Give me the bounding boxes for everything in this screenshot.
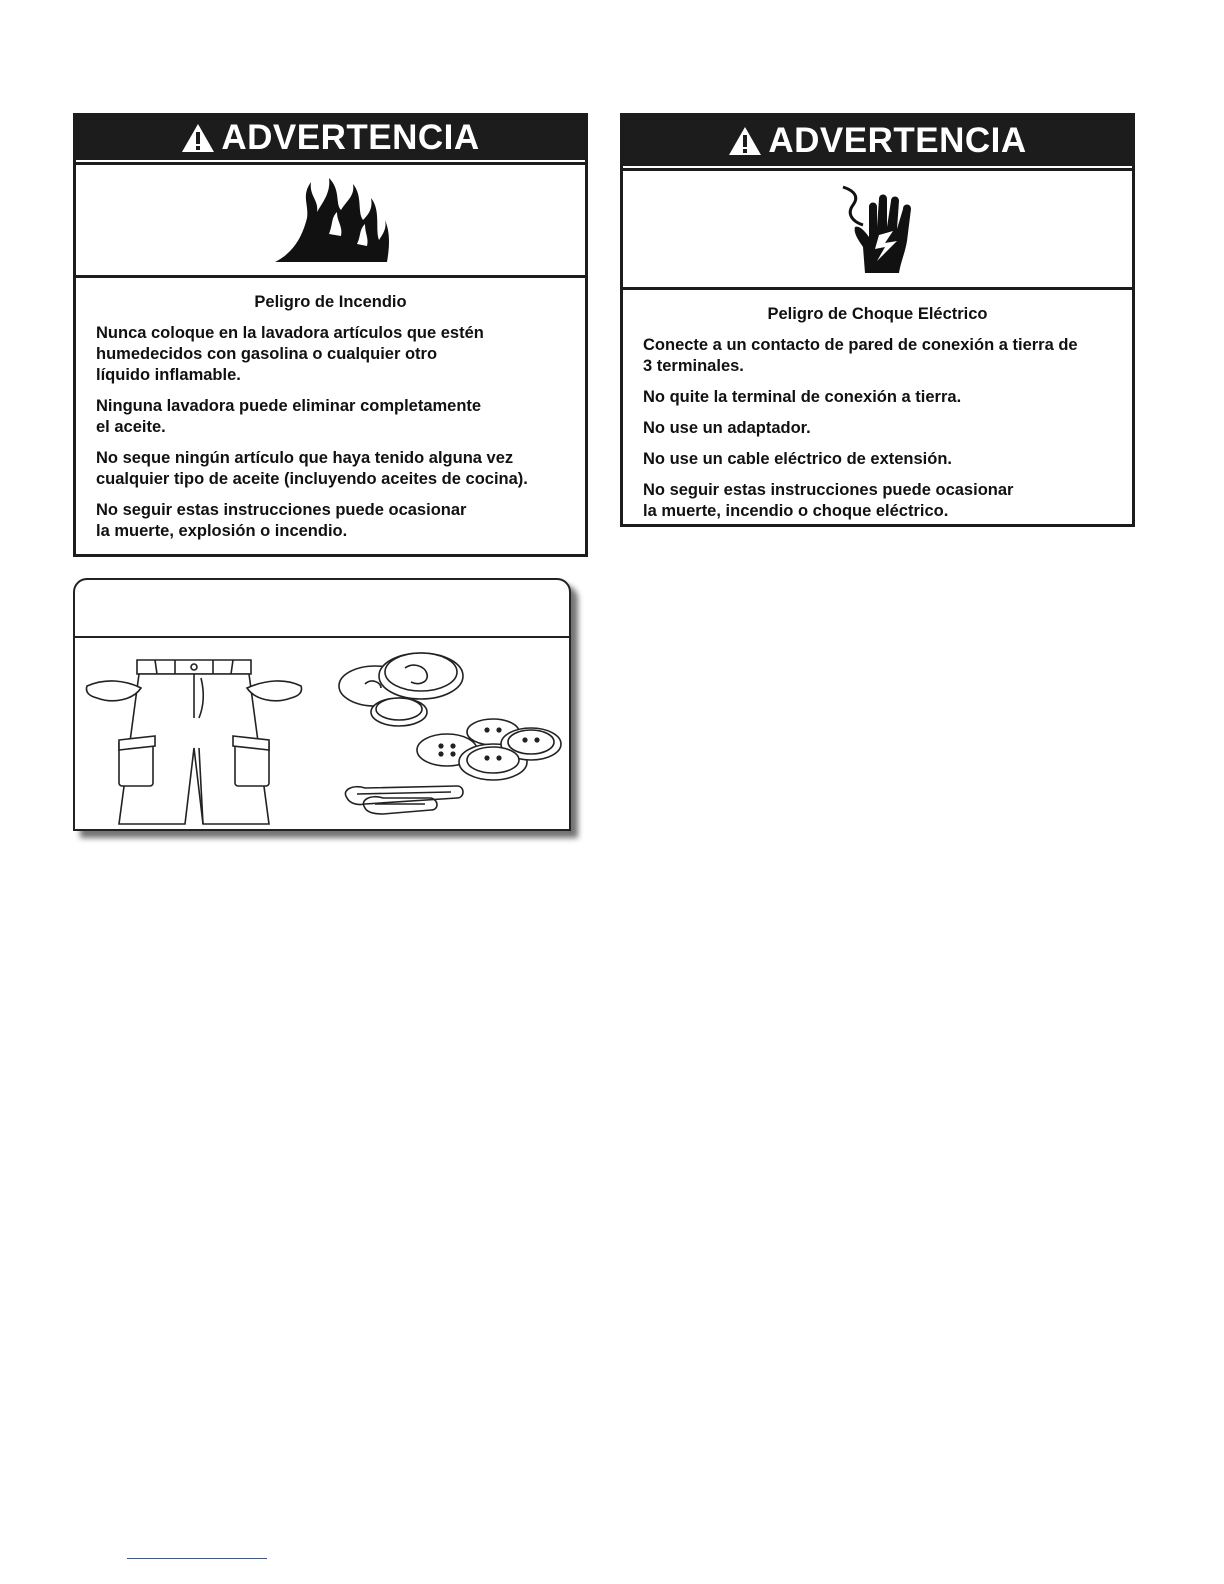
fire-symbol-area [76,162,585,278]
warning-paragraph: Nunca coloque en la lavadora artículos que estén humedecidos con gasolina o cualquier otro líquido inflamable. [96,324,484,384]
warning-paragraph: No quite la terminal de conexión a tierra. [643,388,962,406]
footer-divider [127,1558,267,1559]
warning-paragraph: No use un adaptador. [643,419,811,437]
warning-title: Peligro de Incendio [254,293,407,311]
electric-warning-box [620,113,1135,527]
panel-header [75,580,569,638]
pockets-illustration [75,638,569,828]
fire-warning-box [73,113,588,557]
warning-triangle-icon [181,123,215,153]
warning-header [76,116,585,160]
warning-paragraph: No seguir estas instrucciones puede ocasionar la muerte, explosión o incendio. [96,501,467,540]
warning-paragraph: Ninguna lavadora puede eliminar completamente el aceite. [96,397,482,436]
buttons-icon [417,719,561,780]
warning-paragraph: Conecte a un contacto de pared de conexión a tierra de 3 terminales. [643,336,1078,375]
empty-pockets-panel [73,578,571,831]
coins-icon [339,653,463,726]
warning-paragraph: No use un cable eléctrico de extensión. [643,450,953,468]
warning-title: Peligro de Choque Eléctrico [767,305,988,323]
safety-pins-icon [345,786,463,814]
warning-triangle-icon [728,126,762,156]
warning-paragraph: No seguir estas instrucciones puede ocasionar la muerte, incendio o choque eléctrico. [643,481,1014,520]
electric-warning-text [623,304,1132,522]
warning-header-label: ADVERTENCIA [768,121,1027,160]
warning-header [623,116,1132,166]
warning-header-label: ADVERTENCIA [221,118,480,157]
fire-warning-text [76,292,585,542]
fire-icon [271,174,391,266]
electric-shock-hand-icon [833,181,923,277]
warning-paragraph: No seque ningún artículo que haya tenido alguna vez cualquier tipo de aceite (incluyendo aceites de cocina). [96,449,528,488]
pants-empty-pockets-icon [86,660,301,824]
electric-symbol-area [623,168,1132,290]
